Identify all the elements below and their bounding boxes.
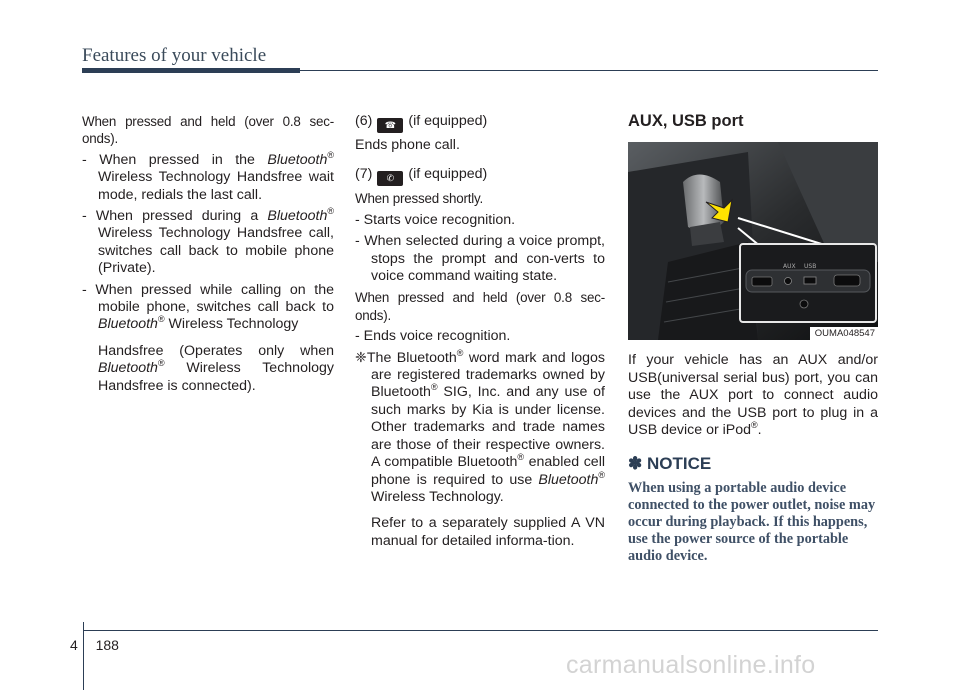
handsfree-note-pre: Handsfree (Operates only when <box>98 342 334 359</box>
bullet-redial-pre: - When pressed in the <box>82 151 268 168</box>
registered-mark: ® <box>456 347 464 358</box>
bullet-redial-post: Wireless Technology Handsfree wait mode, redials the last call. <box>98 169 334 203</box>
bullet-end-voice: - Ends voice recognition. <box>355 328 511 345</box>
bullet-private-pre: - When pressed during a <box>82 208 268 225</box>
registered-mark: ® <box>157 314 165 325</box>
bullet-private-post: Wireless Technology Handsfree call, switches call back to mobile phone (Private). <box>98 225 334 277</box>
page-number <box>70 637 119 653</box>
brand-bluetooth: Bluetooth <box>538 471 599 488</box>
brand-bluetooth: Bluetooth <box>98 316 158 333</box>
trademark-part-3: SIG, Inc. and any use of such marks by Kia is under license. Other trademarks and trade names are those of their respective owners. A compatible Bluetooth <box>371 384 605 471</box>
notice-body: When using a portable audio device connected to the power outlet, noise may occur during playback. If this happens, use the power source of the portable audio device. <box>628 479 876 564</box>
trademark-part-1: ❈The Bluetooth <box>355 349 457 366</box>
handsfree-note <box>82 343 334 395</box>
bullet-private <box>82 208 334 278</box>
page-header-title: Features of your vehicle <box>82 45 267 66</box>
trademark-note <box>355 347 605 507</box>
column-2 <box>355 113 605 550</box>
registered-mark: ® <box>327 149 334 160</box>
pressed-shortly: When pressed shortly. <box>355 191 484 207</box>
bullet-switch-pre: - When pressed while calling on the mobile phone, switches call back to <box>82 281 334 316</box>
registered-mark: ® <box>517 452 525 463</box>
photo-code: OUMA048547 <box>810 327 878 340</box>
section-heading-aux-usb: AUX, USB port <box>628 112 744 130</box>
bullet-stop-prompt: - When selected during a voice prompt, stops the prompt and con-verts to voice command waiting state. <box>355 233 605 285</box>
handsfree-note-post: Wireless Technology Handsfree is connected). <box>98 360 334 394</box>
brand-bluetooth: Bluetooth <box>267 208 328 225</box>
intro-text: When pressed and held (over 0.8 sec-onds). <box>82 114 334 147</box>
voice-recognition-icon: ✆ <box>377 171 403 186</box>
trademark-part-4: enabled cell phone is required to use <box>371 454 605 488</box>
trademark-part-5: Wireless Technology. <box>371 488 504 505</box>
column-1 <box>82 113 334 395</box>
notice-heading: ✽ NOTICE <box>628 454 712 474</box>
column-3 <box>628 113 878 565</box>
item-7-note: (if equipped) <box>408 166 488 183</box>
item-6-note: (if equipped) <box>408 113 488 129</box>
site-watermark: carmanualsonline.info <box>566 651 816 679</box>
aux-usb-body <box>628 352 878 439</box>
page-number-value: 188 <box>95 637 119 653</box>
bullet-start-voice: - Starts voice recognition. <box>355 211 516 228</box>
registered-mark: ® <box>327 206 334 217</box>
item-7 <box>355 166 605 186</box>
header-rule <box>300 70 878 71</box>
footer-horizontal-rule <box>83 630 878 631</box>
bullet-redial <box>82 149 334 204</box>
aux-usb-port-photo <box>628 142 878 340</box>
aux-usb-body-text: If your vehicle has an AUX and/or USB(universal serial bus) port, you can use the AUX port to connect audio devices and the USB port to plug in a USB device or iPod <box>628 352 878 439</box>
item-7-number: (7) <box>355 166 373 183</box>
registered-mark: ® <box>598 469 605 480</box>
trademark-part-2: word mark and logos are registered trademarks owned by Bluetooth <box>371 349 605 401</box>
aux-port-label: AUX <box>783 263 796 271</box>
pressed-held: When pressed and held (over 0.8 sec-onds). <box>355 290 605 323</box>
registered-mark: ® <box>751 420 758 431</box>
bullet-switch <box>82 282 334 334</box>
item-6-number: (6) <box>355 113 373 129</box>
footer-vertical-rule <box>83 622 84 690</box>
registered-mark: ® <box>157 358 165 369</box>
header-bar <box>82 68 300 73</box>
end-call-icon: ☎ <box>377 118 403 133</box>
registered-mark: ® <box>430 382 438 393</box>
usb-port-label: USB <box>804 263 817 271</box>
refer-avn-manual: Refer to a separately supplied A VN manual for detailed informa-tion. <box>371 515 605 549</box>
brand-bluetooth: Bluetooth <box>98 360 158 377</box>
chapter-number: 4 <box>70 637 78 653</box>
item-6 <box>355 113 605 133</box>
console-illustration <box>628 142 878 340</box>
bullet-switch-post: Wireless Technology <box>164 316 299 333</box>
aux-usb-body-end: . <box>757 422 762 439</box>
brand-bluetooth: Bluetooth <box>267 151 328 168</box>
item-6-desc: Ends phone call. <box>355 137 460 153</box>
